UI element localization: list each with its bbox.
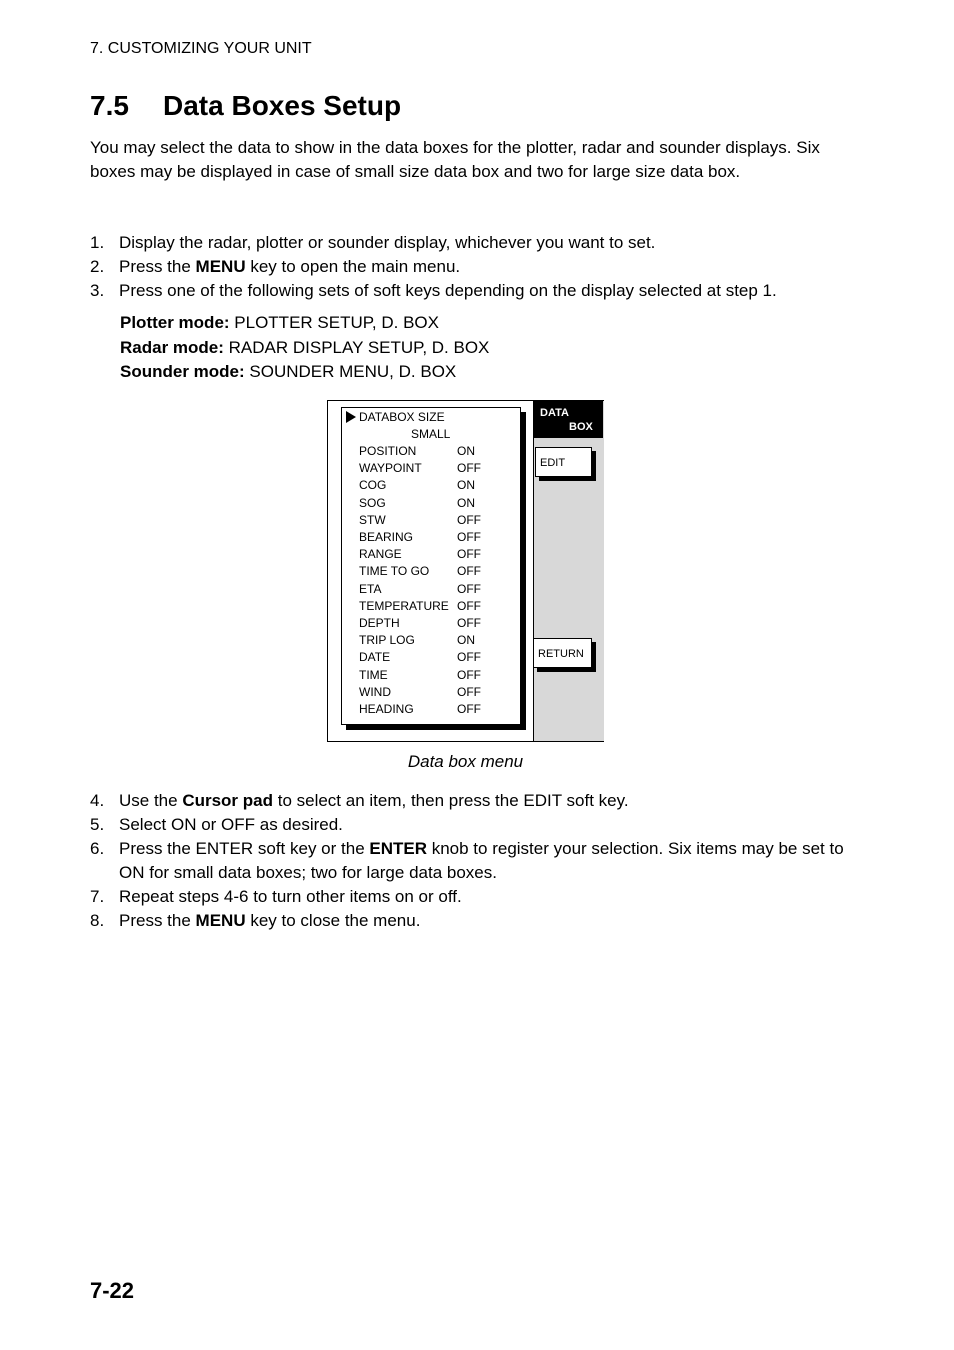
menu-item-value: OFF: [457, 598, 481, 613]
intro-paragraph: You may select the data to show in the data boxes for the plotter, radar and sounder displays. Six boxes may be displayed in case of small size data box and two for large size data box.: [90, 138, 820, 181]
menu-item-label: POSITION: [359, 444, 417, 458]
running-header: 7. CUSTOMIZING YOUR UNIT: [90, 40, 312, 57]
step-number: 8.: [90, 911, 105, 930]
mode-label: Plotter mode:: [120, 313, 230, 332]
menu-item-value: SMALL: [411, 427, 451, 441]
data-box-tab: [534, 401, 603, 438]
step-number: 7.: [90, 887, 105, 906]
step-number: 2.: [90, 257, 105, 276]
page-number: 7-22: [90, 1278, 135, 1303]
menu-item-value: OFF: [457, 581, 481, 596]
menu-item-label: DEPTH: [359, 616, 400, 630]
step-item: [90, 837, 850, 885]
steps-list-1: [90, 231, 850, 303]
step-text: key to close the menu.: [245, 911, 421, 930]
menu-item-label: RANGE: [359, 547, 402, 562]
step-text: Use the: [119, 791, 183, 810]
menu-item-label: ETA: [359, 581, 382, 596]
menu-item-label: SOG: [359, 495, 386, 510]
step-text: to select an item, then press the EDIT soft key.: [273, 791, 629, 810]
edit-button[interactable]: EDIT: [535, 447, 592, 477]
tab-label-line2: BOX: [569, 421, 593, 433]
step-item: [90, 231, 850, 255]
figure-caption: Data box menu: [407, 752, 524, 771]
menu-item-value: ON: [457, 633, 475, 648]
mode-label: Sounder mode:: [120, 362, 245, 381]
mode-sounder: [120, 360, 489, 385]
step-item: [90, 885, 850, 909]
data-box-menu: [341, 407, 521, 725]
step-item: [90, 255, 850, 279]
step-number: 1.: [90, 233, 105, 252]
mode-radar: [120, 336, 489, 361]
step-text: Display the radar, plotter or sounder display, whichever you want to set.: [119, 233, 656, 252]
menu-item-value: OFF: [457, 547, 481, 562]
mode-value: SOUNDER MENU, D. BOX: [244, 362, 457, 381]
menu-item-label: TIME TO GO: [359, 564, 430, 579]
menu-item-value: OFF: [457, 650, 481, 665]
mode-plotter: [120, 311, 489, 336]
menu-item-value: OFF: [457, 684, 481, 699]
menu-item-value: OFF: [457, 461, 481, 476]
data-box-menu-figure: [327, 400, 604, 742]
section-title-text: Data Boxes Setup: [163, 90, 402, 121]
step-text: Repeat steps 4-6 to turn other items on or off.: [119, 887, 462, 906]
menu-item-label: STW: [359, 512, 386, 527]
step-text: Press the: [119, 911, 196, 930]
menu-item-value: ON: [457, 478, 475, 493]
step-key: Cursor pad: [182, 791, 273, 810]
menu-item-label: HEADING: [359, 702, 414, 716]
menu-item-label: WIND: [359, 684, 391, 699]
menu-item-label: DATE: [359, 650, 391, 665]
mode-list: [120, 311, 489, 385]
menu-item-value: ON: [457, 495, 475, 510]
step-text: Press the: [119, 257, 196, 276]
cursor-arrow-icon: [346, 411, 356, 423]
menu-item-value: OFF: [457, 702, 481, 716]
return-button[interactable]: RETURN: [533, 638, 592, 668]
menu-item-label: TIME: [359, 667, 388, 682]
step-text: Press the ENTER soft key or the: [119, 839, 370, 858]
step-item: [90, 813, 850, 837]
steps-list-2: [90, 789, 850, 933]
menu-item-value: OFF: [457, 530, 481, 544]
step-number: 3.: [90, 281, 105, 300]
section-number: 7.5: [90, 90, 129, 121]
menu-item-value: OFF: [457, 564, 481, 579]
step-key: MENU: [195, 911, 246, 930]
menu-item-label: DATABOX SIZE: [359, 410, 445, 424]
step-number: 4.: [90, 791, 105, 810]
menu-item-label: COG: [359, 478, 387, 493]
mode-value: PLOTTER SETUP, D. BOX: [229, 313, 439, 332]
menu-item-value: OFF: [457, 616, 481, 630]
menu-item-value: ON: [457, 444, 475, 458]
mode-label: Radar mode:: [120, 337, 224, 357]
step-text: Press one of the following sets of soft keys depending on the display selected at step 1.: [119, 281, 777, 300]
step-number: 6.: [90, 839, 105, 858]
menu-item-label: TEMPERATURE: [359, 598, 449, 613]
step-item: [90, 909, 850, 933]
section-title: [90, 90, 401, 122]
menu-item-label: TRIP LOG: [359, 633, 415, 648]
step-item: [90, 789, 850, 813]
mode-value: RADAR DISPLAY SETUP, D. BOX: [223, 337, 490, 357]
tab-label-line1: DATA: [540, 407, 569, 419]
menu-item-value: OFF: [457, 512, 481, 527]
menu-item-value: OFF: [457, 667, 481, 682]
step-item: [90, 279, 850, 303]
step-key: ENTER: [369, 839, 427, 858]
step-text: Select ON or OFF as desired.: [119, 815, 343, 834]
menu-item-label: BEARING: [359, 530, 414, 544]
step-key: MENU: [195, 257, 246, 276]
step-text: knob to register your selection. Six items may be set to ON for small data boxes; two for large data boxes.: [119, 839, 844, 882]
menu-item-label: WAYPOINT: [359, 461, 422, 476]
step-text: key to open the main menu.: [245, 257, 461, 276]
step-number: 5.: [90, 815, 105, 834]
